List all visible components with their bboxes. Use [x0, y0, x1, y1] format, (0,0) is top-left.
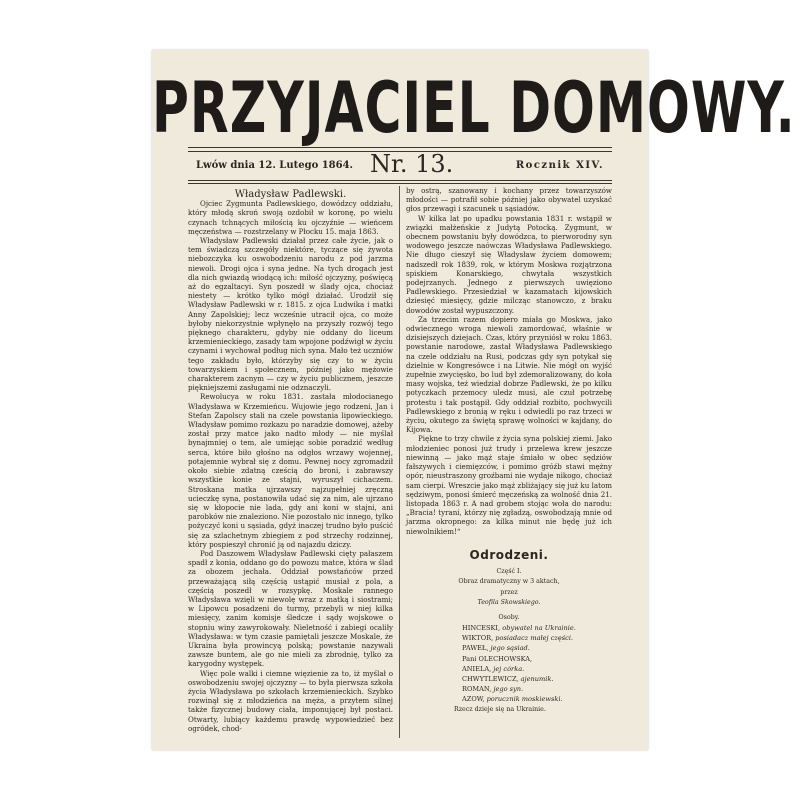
- paragraph: W kilka lat po upadku powstania 1831 r. wstąpił w związki małżeńskie z Judytą Potocką. Zygmunt, w obecnem powstaniu były dowódzca, to pierworodny syn wodowego jeszcze naówczas Władysława Padlewskiego. Nie długo cieszył się Władysław życiem domowem; nadszedł rok 1839, rok, w którym Moskwa rozjątrzona spiskiem Konarskiego, chwytała wszystkich podejrzanych. Jednego z pierwszych uwięziono Padlewskiego. Przesiedział w kazamatach kijowskich dziesięć miesięcy, gdzie milcząc stanowczo, z braku dowodów został wypuszczony.: [406, 213, 612, 315]
- paragraph: Władysław Padlewski działał przez całe życie, jak o tem świadczą szczegóły niektóre, tyczące się żywota niebozczyka ku oswobodzeniu narodu z pod jarzma niewoli. Drogi ojca i syna jedne. Na tych drogach jest dla nich gwiazdą wiodącą ich: miłość ojczyzny, poświęcą aż do egzaltacyi. Syn poszedł w ślady ojca, chociaż niestety — krótko tylko mógł działać. Urodził się Władysław Padlewski w r. 1815. z ojca Ludwika i matki Anny Zapolskiej; lecz wcześnie utracił ojca, co może byłoby niekorzystnie wpłynęło na przyszły rozwój tego pięknego charakteru, gdyby nie oddany do liceum krzemienieckiego, zasady tam wpojone podźwigł w życiu czynami i wychował podług nich syna. Mało też uczniów tego zakładu było, którzyby się czy to w życiu towarzyskiem i społecznem, później jako mężowie charakterem zacnym — czy w życiu publicznem, jeszcze piękniejszemi zasługami nie odznaczyli.: [188, 236, 393, 393]
- paragraph: Pod Daszowem Władysław Padlewski cięty pałaszem spadł z konia, oddano go do powozu matce, która w ślad za obozem jechała. Oddział powstańców przed przeważającą siłą częścią ustąpić musiał z pola, a częścią poszedł w rozsypkę. Moskale rannego Władysława wzięli w niewolę wraz z matką i siostrami; w Lipowcu posadzeni do turmy, przebyli w niej kilka miesięcy, zanim komisje śledcze i sądy wojskowe o stopniu winy zawyrokowały. Nieletność i zabiegi ocaliły Władysława: w tym czasie pamiętali jeszcze Moskale, że Ukraina była prowincyą polską; powstanie nazywali zawsze buntem, ale go nie mieli za zbrodnię, tylko za karygodny występek.: [188, 548, 393, 669]
- masthead-title: PRZYJACIEL DOMOWY.: [152, 68, 796, 150]
- divider: [188, 180, 612, 181]
- newspaper-page: [152, 50, 796, 750]
- divider: [188, 147, 612, 148]
- paragraph: Więc pole walki i ciemne więzienie za to, iż myślał o oswobodzeniu swojej ojczyzny — to była pierwsza szkoła życia Władysława po szkołach krzemienieckich. Szybko rozwinął się z młodzieńca na męża, a przytem silnej także fizycznej budowy ciała, imponującej był postaci. Otwarty, lubiący każdemu prawdę wypowiedzieć bez ogródek, chod-: [188, 668, 393, 733]
- paragraph: Za trzecim razem dopiero miała go Moskwa, jako odwiecznego wroga niewoli zamordować, właśnie w dzisiejszych dziejach. Czas, który przyniósł w roku 1863. powstanie narodowe, zastał Władysława Padlewskiego na czele oddziału na Rusi, podczas gdy syn potykał się dzielnie w Kongresówce i na Litwie. Nie mógł on wyjść zupełnie zwycięsko, bo lud był zdemoralizowany, do koła masy wojska, też wiedział dobrze Padlewski, że po kilku potyczkach przemocy uledz musi, ale czuł potrzebę protestu i tak postąpił. Gdy oddział rozbito, pochwycili Padlewskiego z bronią w ręku i odwiedli po raz trzeci w życiu, okutego za świętą sprawę wolności w kajdany, do Kijowa.: [406, 314, 612, 435]
- play-section: [406, 550, 612, 715]
- cast-role: jej córka.: [493, 664, 525, 673]
- play-subtitle: Obraz dramatyczny w 3 aktach,: [458, 578, 560, 585]
- cast-role: jego syn.: [493, 685, 524, 694]
- cast-item: [462, 654, 612, 664]
- cast-name: ROMAN,: [462, 685, 492, 694]
- play-by: przez: [500, 588, 518, 596]
- left-column: [188, 190, 393, 733]
- right-column: [406, 186, 612, 536]
- paragraph: by ostrą, szanowany i kochany przez towarzyszów młodości — potrafił sobie później jako obywatel uzyskać głos przewagi i szacunek u sąsiadów.: [406, 186, 612, 214]
- cast-item: [462, 674, 612, 684]
- cast-item: [462, 664, 612, 674]
- paragraph: Ojciec Zygmunta Padlewskiego, dowódzcy oddziału, który młodą skroń swoją ozdobił w koronę, po wielu czynach tchnących miłością ku ojczyźnie — wieńcem męczeństwa — rozstrzelany w Płocku 15. maja 1863.: [188, 199, 393, 236]
- cast-name: AZOW,: [462, 695, 485, 704]
- play-author: Teofila Skowskiego.: [477, 599, 541, 606]
- cast-item: [462, 633, 612, 643]
- article-title: Władysław Padlewski.: [234, 189, 347, 200]
- cast-heading: Osoby.: [498, 613, 520, 621]
- cast-name: PAWEŁ,: [462, 644, 489, 653]
- paragraph: Piękne to trzy chwile z życia syna polskiej ziemi. Jako młodzieniec ponosi już trudy i przelewa krew jeszcze niewinną — jako mąż staje śmiało w obec sędziów fałszywych i ciemięzców, i pomimo gróźb stawi mężny opór, nieustraszony groźbami nie wydaje nikogo, chociaż sam cierpi. Wreszcie jako mąż zbliżający się już ku latom sędziwym, ponosi śmierć męczeńską za wolność dnia 21. listopada 1863 r. A nad grobem stojąc woła do narodu: „Bracia! tyrani, którzy nię zgładzą, oswobodzają mnie od jarzma okropnego: za kilka minut nie będę już ich niewolnikiem!“: [406, 434, 612, 536]
- cast-item: [462, 643, 612, 653]
- cast-name: HINCESKI,: [462, 624, 501, 632]
- cast-role: porucznik moskiewski.: [486, 695, 563, 704]
- issue-line: [196, 150, 604, 179]
- cast-role: obywatel na Ukrainie.: [502, 624, 576, 632]
- cast-name: ANIELA,: [462, 664, 492, 673]
- issue-number: Nr. 13.: [370, 150, 454, 178]
- cast-role: posiadacz małej części.: [495, 634, 574, 643]
- cast-item: [462, 623, 612, 633]
- cast-list: [406, 623, 612, 705]
- issue-date: Lwów dnia 12. Lutego 1864.: [196, 160, 354, 171]
- column-divider: [399, 186, 400, 738]
- play-setting: Rzecz dzieje się na Ukrainie.: [454, 705, 546, 713]
- play-part: Część I.: [496, 567, 522, 575]
- cast-role: ajenumik.: [520, 675, 554, 684]
- cast-role: jego sąsiad.: [490, 644, 530, 653]
- play-title: Odrodzeni.: [469, 548, 549, 562]
- cast-item: [462, 684, 612, 694]
- cast-name: WIKTOR,: [462, 634, 494, 643]
- paragraph: Rewolucya w roku 1831. zastała młodocianego Władysława w Krzemieńcu. Wujowie jego rodzeni, Jan i Stefan Zapolscy stali na czele powstania lipowieckiego. Władysław pomimo rozkazu po naradzie domowej, ażeby został przy matce jako nadto młody — nie myślał bynajmniej o tem, ale umiejąc sobie poradzić według serca, które biło głośno na odgłos wrzawy wojennej, potajemnie wybrał się z domu. Pewnej nocy zgromadził około siebie zdatną cześcią do broni, i zabrawszy wszystkie konie ze stajni, wyruszył cichaczem. Stroskana matka ujrzawszy najzupełniej zręczną ucieczkę syna, postanowiła udać się za nim, ale ujrzano się w kłopocie nie lada, gdy ani koni w stajni, ani parobków nie znaleziono. Nie pozostało nic innego, tylko pożyczyć koni u sąsiada, gdyż inaczej trudno było puścić się za szlachetnym zbiegiem z pod strzechy rodzinnej, który pospieszył chronić ją od najazdu dziczy.: [188, 392, 393, 549]
- divider: [188, 183, 612, 184]
- issue-year: Rocznik XIV.: [515, 160, 604, 171]
- cast-name: CHWYTLEWICZ,: [462, 675, 519, 684]
- cast-name: Pani OLECHOWSKA,: [462, 654, 533, 663]
- cast-item: [462, 694, 612, 704]
